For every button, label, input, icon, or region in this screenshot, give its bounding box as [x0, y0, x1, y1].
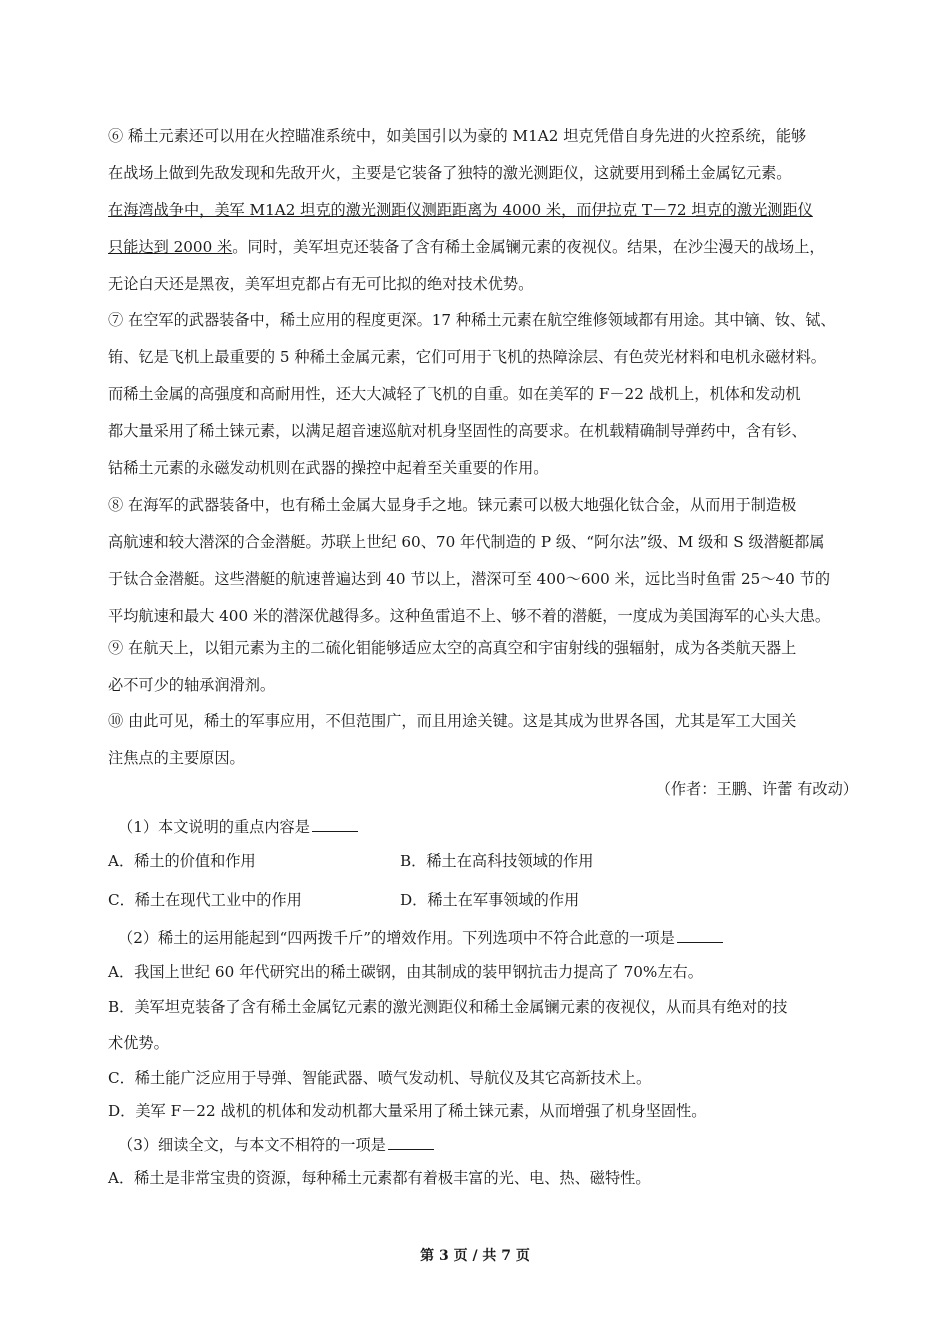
page-number-footer: 第 3 页 / 共 7 页 [420, 1248, 530, 1264]
text-line [108, 229, 878, 266]
text-line: 而稀土金属的高强度和高耐用性，还大大减轻了飞机的自重。如在美军的 F－22 战机上，机体和发动机 [108, 385, 801, 403]
text-line [108, 192, 878, 229]
option-2a: A．我国上世纪 60 年代研究出的稀土碳钢，由其制成的装甲钢抗击力提高了 70%左右。 [108, 963, 703, 981]
text-line: ⑥ 稀土元素还可以用在火控瞄准系统中，如美国引以为豪的 M1A2 坦克凭借自身先进的火控系统，能够 [108, 127, 807, 145]
paragraph-6 [108, 118, 878, 303]
text-line: 钴稀土元素的永磁发动机则在武器的操控中起着至关重要的作用。 [108, 459, 549, 477]
paragraph-7 [108, 302, 878, 487]
answer-blank [388, 1148, 434, 1150]
paragraph-8 [108, 487, 878, 635]
option-3a: A．稀土是非常宝贵的资源，每种稀土元素都有着极丰富的光、电、热、磁特性。 [108, 1169, 651, 1187]
answer-blank [677, 941, 723, 943]
text-line: 平均航速和最大 400 米的潜深优越得多。这种鱼雷追不上、够不着的潜艇，一度成为美国海军的心头大患。 [108, 607, 831, 625]
option-2b: B．美军坦克装备了含有稀土金属钇元素的激光测距仪和稀土金属镧元素的夜视仪，从而具有绝对的技 [108, 998, 788, 1016]
text-line: 注焦点的主要原因。 [108, 749, 245, 767]
underlined-text: 只能达到 2000 米 [108, 238, 233, 256]
option-1b: B．稀土在高科技领域的作用 [400, 852, 594, 870]
underlined-text: 在海湾战争中，美军 M1A2 坦克的激光测距仪测距距离为 4000 米，而伊拉克 T－72 坦克的激光测距仪 [108, 201, 813, 219]
paragraph-9 [108, 630, 878, 704]
text-line: ⑨ 在航天上，以钼元素为主的二硫化钼能够适应太空的高真空和宇宙射线的强辐射，成为各类航天器上 [108, 639, 797, 657]
text-line: 无论白天还是黑夜，美军坦克都占有无可比拟的绝对技术优势。 [108, 275, 534, 293]
option-1d: D．稀土在军事领域的作用 [400, 891, 580, 909]
question-1-stem [118, 816, 358, 837]
text-segment: 。同时，美军坦克还装备了含有稀土金属镧元素的夜视仪。结果，在沙尘漫天的战场上， [232, 238, 825, 256]
question-text: （1）本文说明的重点内容是 [118, 818, 310, 836]
text-line: 于钛合金潜艇。这些潜艇的航速普遍达到 40 节以上，潜深可至 400～600 米，远比当时鱼雷 25～40 节的 [108, 570, 831, 588]
text-line: 都大量采用了稀土铼元素，以满足超音速巡航对机身坚固性的高要求。在机载精确制导弹药中，含有钐、 [108, 422, 807, 440]
question-text: （2）稀土的运用能起到“四两拨千斤”的增效作用。下列选项中不符合此意的一项是 [118, 929, 675, 947]
option-2c: C．稀土能广泛应用于导弹、智能武器、喷气发动机、导航仪及其它高新技术上。 [108, 1069, 652, 1087]
text-line: 铕、钇是飞机上最重要的 5 种稀土金属元素，它们可用于飞机的热障涂层、有色荧光材料和电机永磁材料。 [108, 348, 826, 366]
question-2-stem [118, 927, 723, 948]
author-credit: （作者：王鹏、许蕾 有改动） [655, 780, 858, 798]
text-line: ⑧ 在海军的武器装备中，也有稀土金属大显身手之地。铼元素可以极大地强化钛合金，从而用于制造极 [108, 496, 797, 514]
answer-blank [312, 830, 358, 832]
option-2b-continued: 术优势。 [108, 1034, 169, 1052]
text-line: 必不可少的轴承润滑剂。 [108, 676, 276, 694]
option-1c: C．稀土在现代工业中的作用 [108, 891, 302, 909]
paragraph-10 [108, 703, 878, 777]
option-2d: D．美军 F－22 战机的机体和发动机都大量采用了稀土铼元素，从而增强了机身坚固性。 [108, 1102, 707, 1120]
text-line: 高航速和较大潜深的合金潜艇。苏联上世纪 60、70 年代制造的 P 级、“阿尔法”级、M 级和 S 级潜艇都属 [108, 533, 825, 551]
text-line: ⑩ 由此可见，稀土的军事应用，不但范围广，而且用途关键。这是其成为世界各国，尤其是军工大国关 [108, 712, 797, 730]
option-1a: A．稀土的价值和作用 [108, 852, 256, 870]
question-text: （3）细读全文，与本文不相符的一项是 [118, 1136, 386, 1154]
question-3-stem [118, 1134, 434, 1155]
text-line: ⑦ 在空军的武器装备中，稀土应用的程度更深。17 种稀土元素在航空维修领域都有用途。其中镝、钕、铽、 [108, 311, 836, 329]
text-line: 在战场上做到先敌发现和先敌开火，主要是它装备了独特的激光测距仪，这就要用到稀土金属钇元素。 [108, 164, 792, 182]
